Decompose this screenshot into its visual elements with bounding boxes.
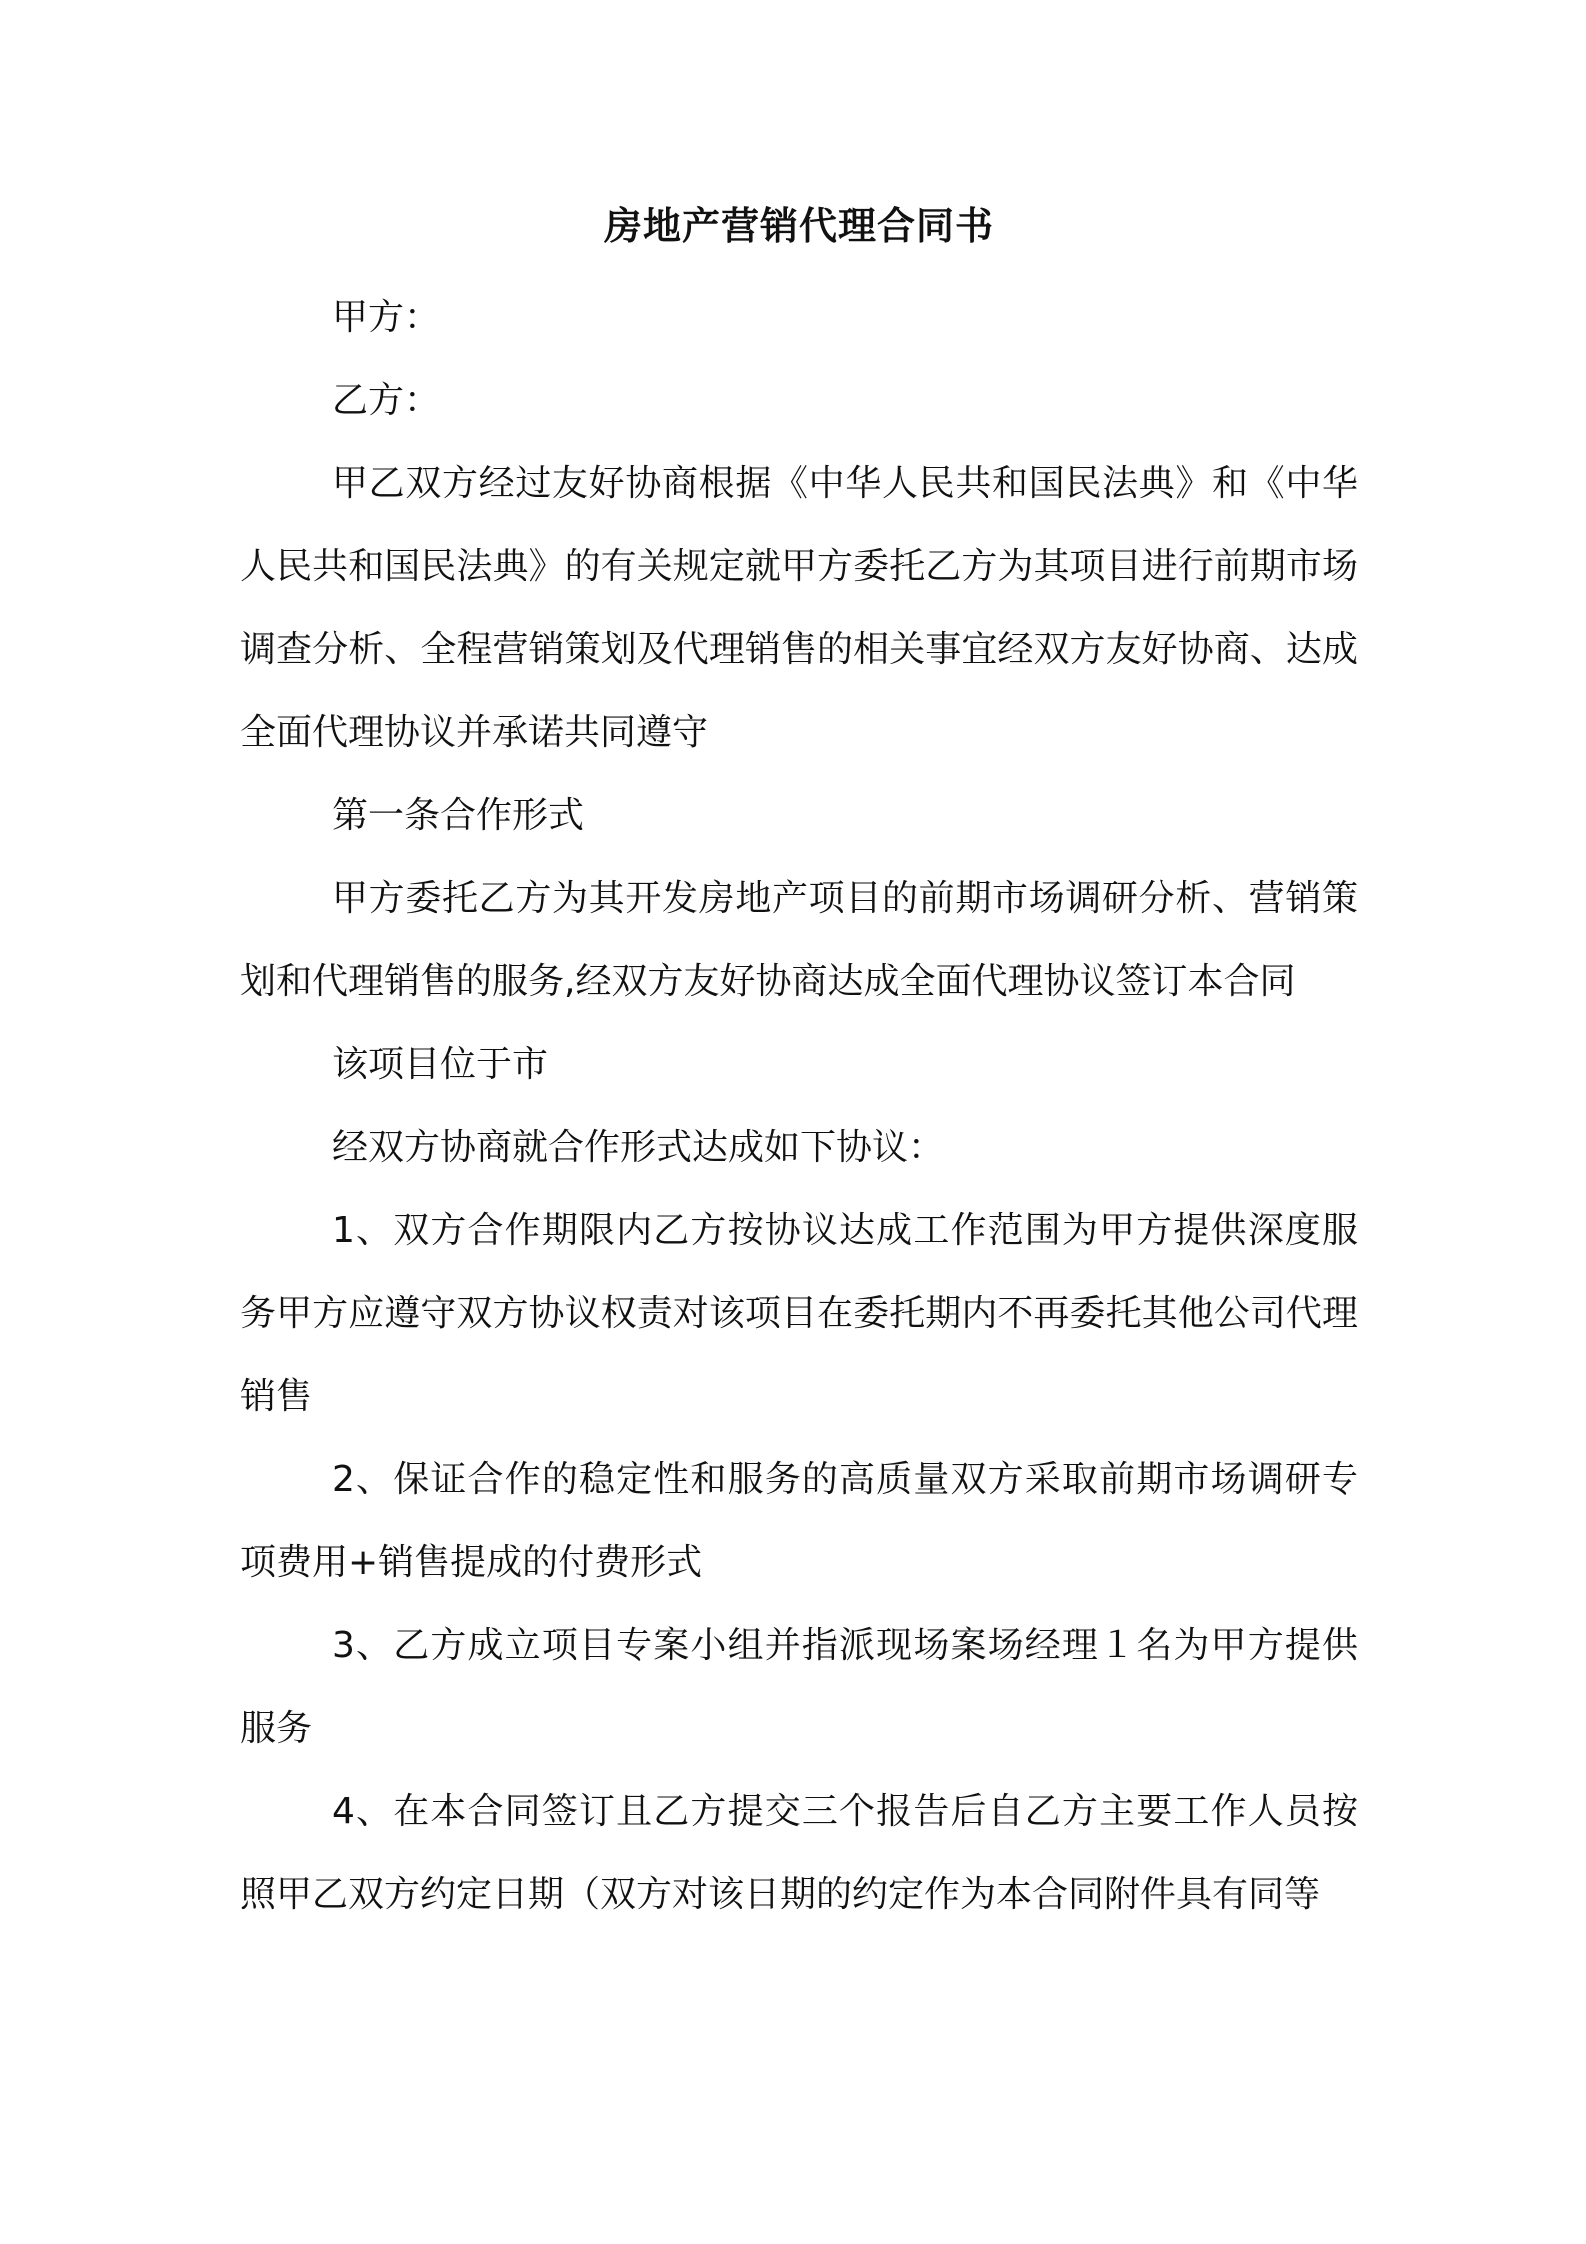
clause-1: 1、双方合作期限内乙方按协议达成工作范围为甲方提供深度服务甲方应遵守双方协议权责对该项目在委托期内不再委托其他公司代理销售 bbox=[240, 1210, 1358, 1417]
document-body bbox=[240, 196, 1358, 1936]
project-location-line: 该项目位于市 bbox=[332, 1044, 549, 1085]
clause-4: 4、在本合同签订且乙方提交三个报告后自乙方主要工作人员按照甲乙双方约定日期（双方对该日期的约定作为本合同附件具有同等 bbox=[240, 1791, 1358, 1915]
party-a-line: 甲方： bbox=[332, 297, 441, 338]
article-one-heading: 第一条合作形式 bbox=[332, 795, 585, 836]
party-b-line: 乙方： bbox=[332, 380, 441, 421]
clause-2: 2、保证合作的稳定性和服务的高质量双方采取前期市场调研专项费用+销售提成的付费形式 bbox=[240, 1459, 1358, 1583]
preamble-paragraph: 甲乙双方经过友好协商根据《中华人民共和国民法典》和《中华人民共和国民法典》的有关规定就甲方委托乙方为其项目进行前期市场调查分析、全程营销策划及代理销售的相关事宜经双方友好协商、达成全面代理协议并承诺共同遵守 bbox=[240, 463, 1358, 753]
agreement-intro-line: 经双方协商就合作形式达成如下协议： bbox=[332, 1127, 945, 1168]
article-one-paragraph: 甲方委托乙方为其开发房地产项目的前期市场调研分析、营销策划和代理销售的服务,经双方友好协商达成全面代理协议签订本合同 bbox=[240, 878, 1358, 1002]
document-title: 房地产营销代理合同书 bbox=[603, 204, 994, 248]
clause-3: 3、乙方成立项目专案小组并指派现场案场经理１名为甲方提供服务 bbox=[240, 1625, 1358, 1749]
